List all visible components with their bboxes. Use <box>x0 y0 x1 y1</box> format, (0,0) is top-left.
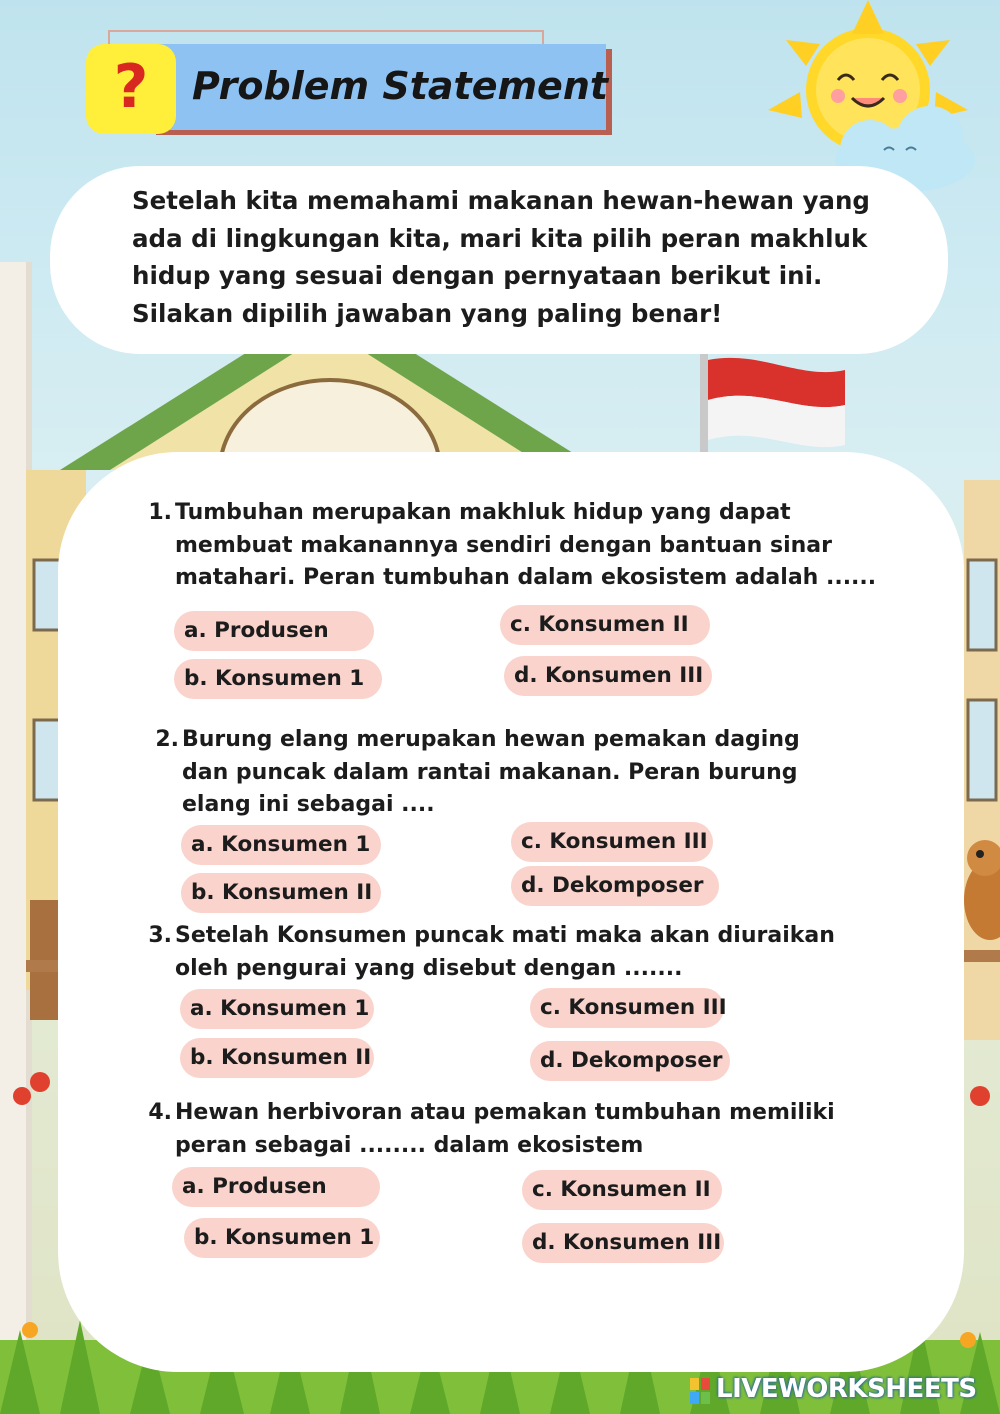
question-3-number: 3. <box>148 923 172 948</box>
q2-option-a[interactable]: a. Konsumen 1 <box>181 825 381 865</box>
question-1-number: 1. <box>148 500 172 525</box>
question-3-text: Setelah Konsumen puncak mati maka akan diuraikan oleh pengurai yang disebut dengan ....... <box>175 923 835 981</box>
intro-text: Setelah kita memahami makanan hewan-hewan yang ada di lingkungan kita, mari kita pilih peran makhluk hidup yang sesuai dengan pernyataan berikut ini. Silakan dipilih jawaban yang paling benar! <box>50 166 948 354</box>
q1-option-c[interactable]: c. Konsumen II <box>500 605 710 645</box>
left-wall <box>0 262 26 1414</box>
q2-option-d[interactable]: d. Dekomposer <box>511 866 719 906</box>
q3-option-a[interactable]: a. Konsumen 1 <box>180 989 374 1029</box>
q4-option-d[interactable]: d. Konsumen III <box>522 1223 724 1263</box>
q4-option-c[interactable]: c. Konsumen II <box>522 1170 722 1210</box>
watermark: LIVEWORKSHEETS <box>716 1374 977 1404</box>
flag-pole <box>700 352 708 462</box>
q3-option-b[interactable]: b. Konsumen II <box>180 1038 374 1078</box>
page-title: Problem Statement <box>192 64 609 108</box>
q1-option-b[interactable]: b. Konsumen 1 <box>174 659 382 699</box>
q4-option-b[interactable]: b. Konsumen 1 <box>184 1218 380 1258</box>
q4-option-a[interactable]: a. Produsen <box>172 1167 380 1207</box>
question-2-number: 2. <box>155 727 179 752</box>
q3-option-c[interactable]: c. Konsumen III <box>530 988 724 1028</box>
q3-option-d[interactable]: d. Dekomposer <box>530 1041 730 1081</box>
question-4-number: 4. <box>148 1100 172 1125</box>
q2-option-c[interactable]: c. Konsumen III <box>511 822 713 862</box>
liveworksheets-logo-icon <box>690 1378 710 1404</box>
q1-option-d[interactable]: d. Konsumen III <box>504 656 712 696</box>
q1-option-a[interactable]: a. Produsen <box>174 611 374 651</box>
question-mark-icon: ? <box>113 52 149 122</box>
q2-option-b[interactable]: b. Konsumen II <box>181 873 381 913</box>
question-1-text: Tumbuhan merupakan makhluk hidup yang dapat membuat makanannya sendiri dengan bantuan sinar matahari. Peran tumbuhan dalam ekosistem adalah ...... <box>175 500 877 590</box>
question-4-text: Hewan herbivoran atau pemakan tumbuhan memiliki peran sebagai ........ dalam ekosistem <box>175 1100 835 1158</box>
question-2-text: Burung elang merupakan hewan pemakan daging dan puncak dalam rantai makanan. Peran burung elang ini sebagai .... <box>182 727 800 817</box>
